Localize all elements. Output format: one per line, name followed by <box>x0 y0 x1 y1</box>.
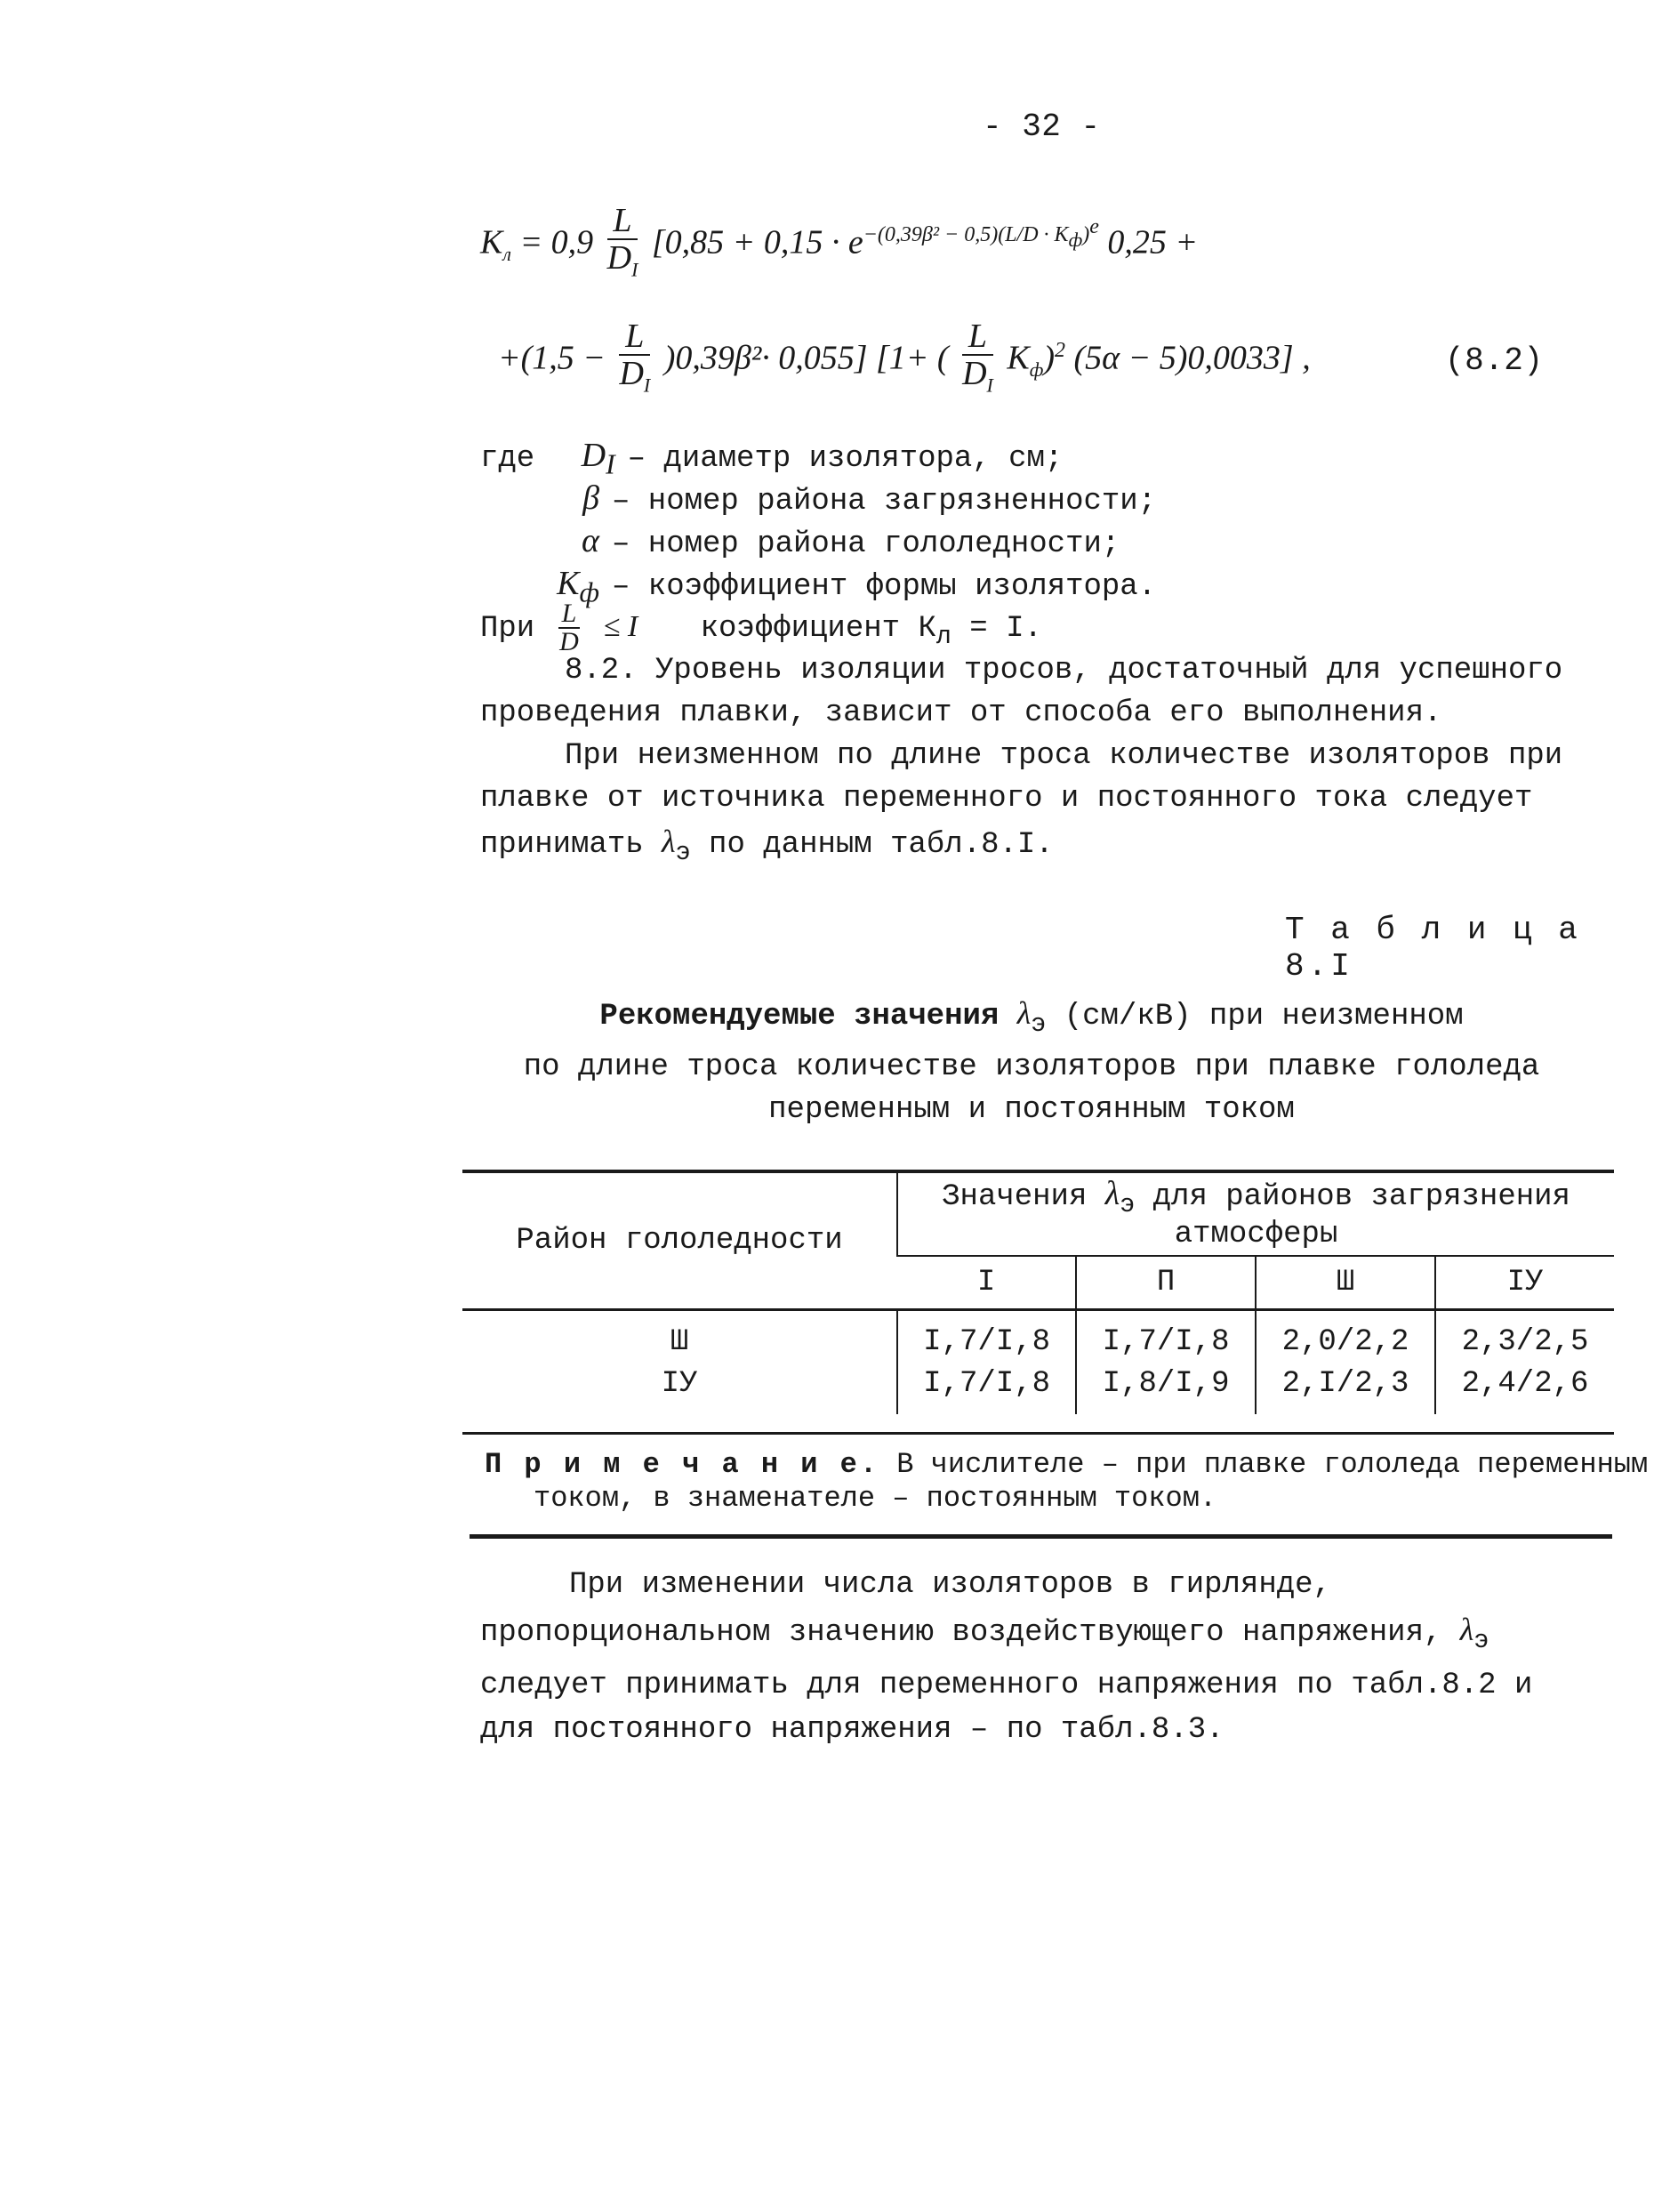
table-title-line-1: Рекомендуемые значения $\lambda_э$ (см/кВ) при неизменном <box>599 995 1464 1039</box>
table-cell-region: IУ <box>661 1366 698 1401</box>
formula-tail: 0,25 + <box>1107 223 1198 261</box>
k-phi-symbol: K <box>1007 339 1030 377</box>
subheader-pollution-3: Ш <box>1256 1256 1435 1309</box>
table-cell-value: 2,I/2,3 <box>1256 1363 1435 1414</box>
table-cell-value: 2,3/2,5 <box>1435 1309 1614 1363</box>
table-label: Т а б л и ц а 8.I <box>1285 912 1581 985</box>
formula-bracket: [0,85 + 0,15 · e <box>651 223 863 261</box>
formula-line-1: $K_л = 0,9$ $\frac{L}{D_I}$ [$0,85 + 0,15 \cdot e^{-(0,39\beta^2 - 0,5)(L/D \cdot K_ф)^e}$ 0,25 + <box>480 203 1198 288</box>
table-cell-region: Ш <box>670 1325 689 1360</box>
formula-exponent: −(0,39β² − 0,5)(L/D · K <box>863 222 1069 246</box>
table-title <box>462 992 1601 1131</box>
table-title-line-2: по длине троса количестве изоляторов при плавке гололеда <box>523 1050 1540 1084</box>
formula-line-2: +(1,5 − $\frac{L}{D_I}$ )0,39β²· 0,055] [1+ ( $\frac{L}{D_I}$ $K_ф)^2$ (5α − 5)0,0033] , <box>498 318 1311 404</box>
table-cell-value: I,7/I,8 <box>1076 1309 1256 1363</box>
subheader-pollution-2: П <box>1076 1256 1256 1309</box>
col-header-ice-region: Район гололедности <box>462 1173 897 1309</box>
note-rule <box>470 1534 1612 1539</box>
ice-insulation-table <box>462 1173 1614 1414</box>
paragraph-constant-insulators: При неизменном по длине троса количестве изоляторов при плавке от источника переменного и постоянного тока следует принимать $\lambda_э$ по данным табл.8.I. <box>480 739 1563 867</box>
table-note <box>485 1448 1654 1516</box>
table-bottom-rule <box>462 1432 1614 1435</box>
condition-line: При $\frac{L}{D}$ ≤ I коэффициент $К_л = I$. <box>480 599 1042 656</box>
formula-coef: = 0,9 <box>519 223 594 261</box>
table-row <box>462 1309 1614 1363</box>
glossary-item-alpha: α – номер района гололедности; <box>582 522 1120 561</box>
formula-number: (8.2) <box>1445 342 1544 379</box>
glossary-item-beta: β – номер района загрязненности; <box>582 479 1157 519</box>
paragraph-8-2: 8.2. Уровень изоляции тросов, достаточный для успешного проведения плавки, зависит от способа его выполнения. <box>480 654 1563 730</box>
fraction-l-d-3: $\frac{L}{D_I}$ <box>962 318 993 397</box>
table-cell-value: I,7/I,8 <box>897 1309 1076 1363</box>
k-symbol: K <box>480 223 503 261</box>
formula-end: (5α − 5)0,0033] , <box>1073 339 1311 377</box>
note-label: П р и м е ч а н и е. <box>485 1448 880 1481</box>
fraction-l-d: $\frac{L}{D_I}$ <box>606 202 638 281</box>
table-title-line-3: переменным и постоянным током <box>768 1092 1295 1127</box>
condition-fraction: $\frac{L}{D}$ <box>559 599 579 656</box>
note-text: В числителе – при плавке гололеда переменным током, в знаменателе – постоянным током. <box>534 1448 1649 1515</box>
table-row <box>462 1363 1614 1414</box>
fraction-l-d-2: $\frac{L}{D_I}$ <box>619 318 651 397</box>
paragraph-variable-insulators: При изменении числа изоляторов в гирлянде, пропорциональном значению воздействующего напряжения, $\lambda_э$ следует принимать для переменного напряжения по табл.8.2 и для постоянного напряжения – по табл.8.3. <box>480 1568 1533 1747</box>
glossary-item-diameter: где $D_I$ – диаметр изолятора, см; <box>480 437 1064 480</box>
subheader-pollution-4: IУ <box>1435 1256 1614 1309</box>
formula-mid: )0,39β²· 0,055] [1+ ( <box>663 339 949 377</box>
table-cell-value: I,7/I,8 <box>897 1363 1076 1414</box>
subheader-pollution-1: I <box>897 1256 1076 1309</box>
col-header-group: Значения $\lambda_э$ для районов загрязнения атмосферы <box>897 1173 1614 1256</box>
table-cell-value: I,8/I,9 <box>1076 1363 1256 1414</box>
formula-lead: +(1,5 − <box>498 339 606 377</box>
table-cell-value: 2,0/2,2 <box>1256 1309 1435 1363</box>
glossary-item-kphi: $K_ф$ – коэффициент формы изолятора. <box>557 565 1157 608</box>
page-number: - 32 - <box>983 109 1101 145</box>
table-cell-value: 2,4/2,6 <box>1435 1363 1614 1414</box>
